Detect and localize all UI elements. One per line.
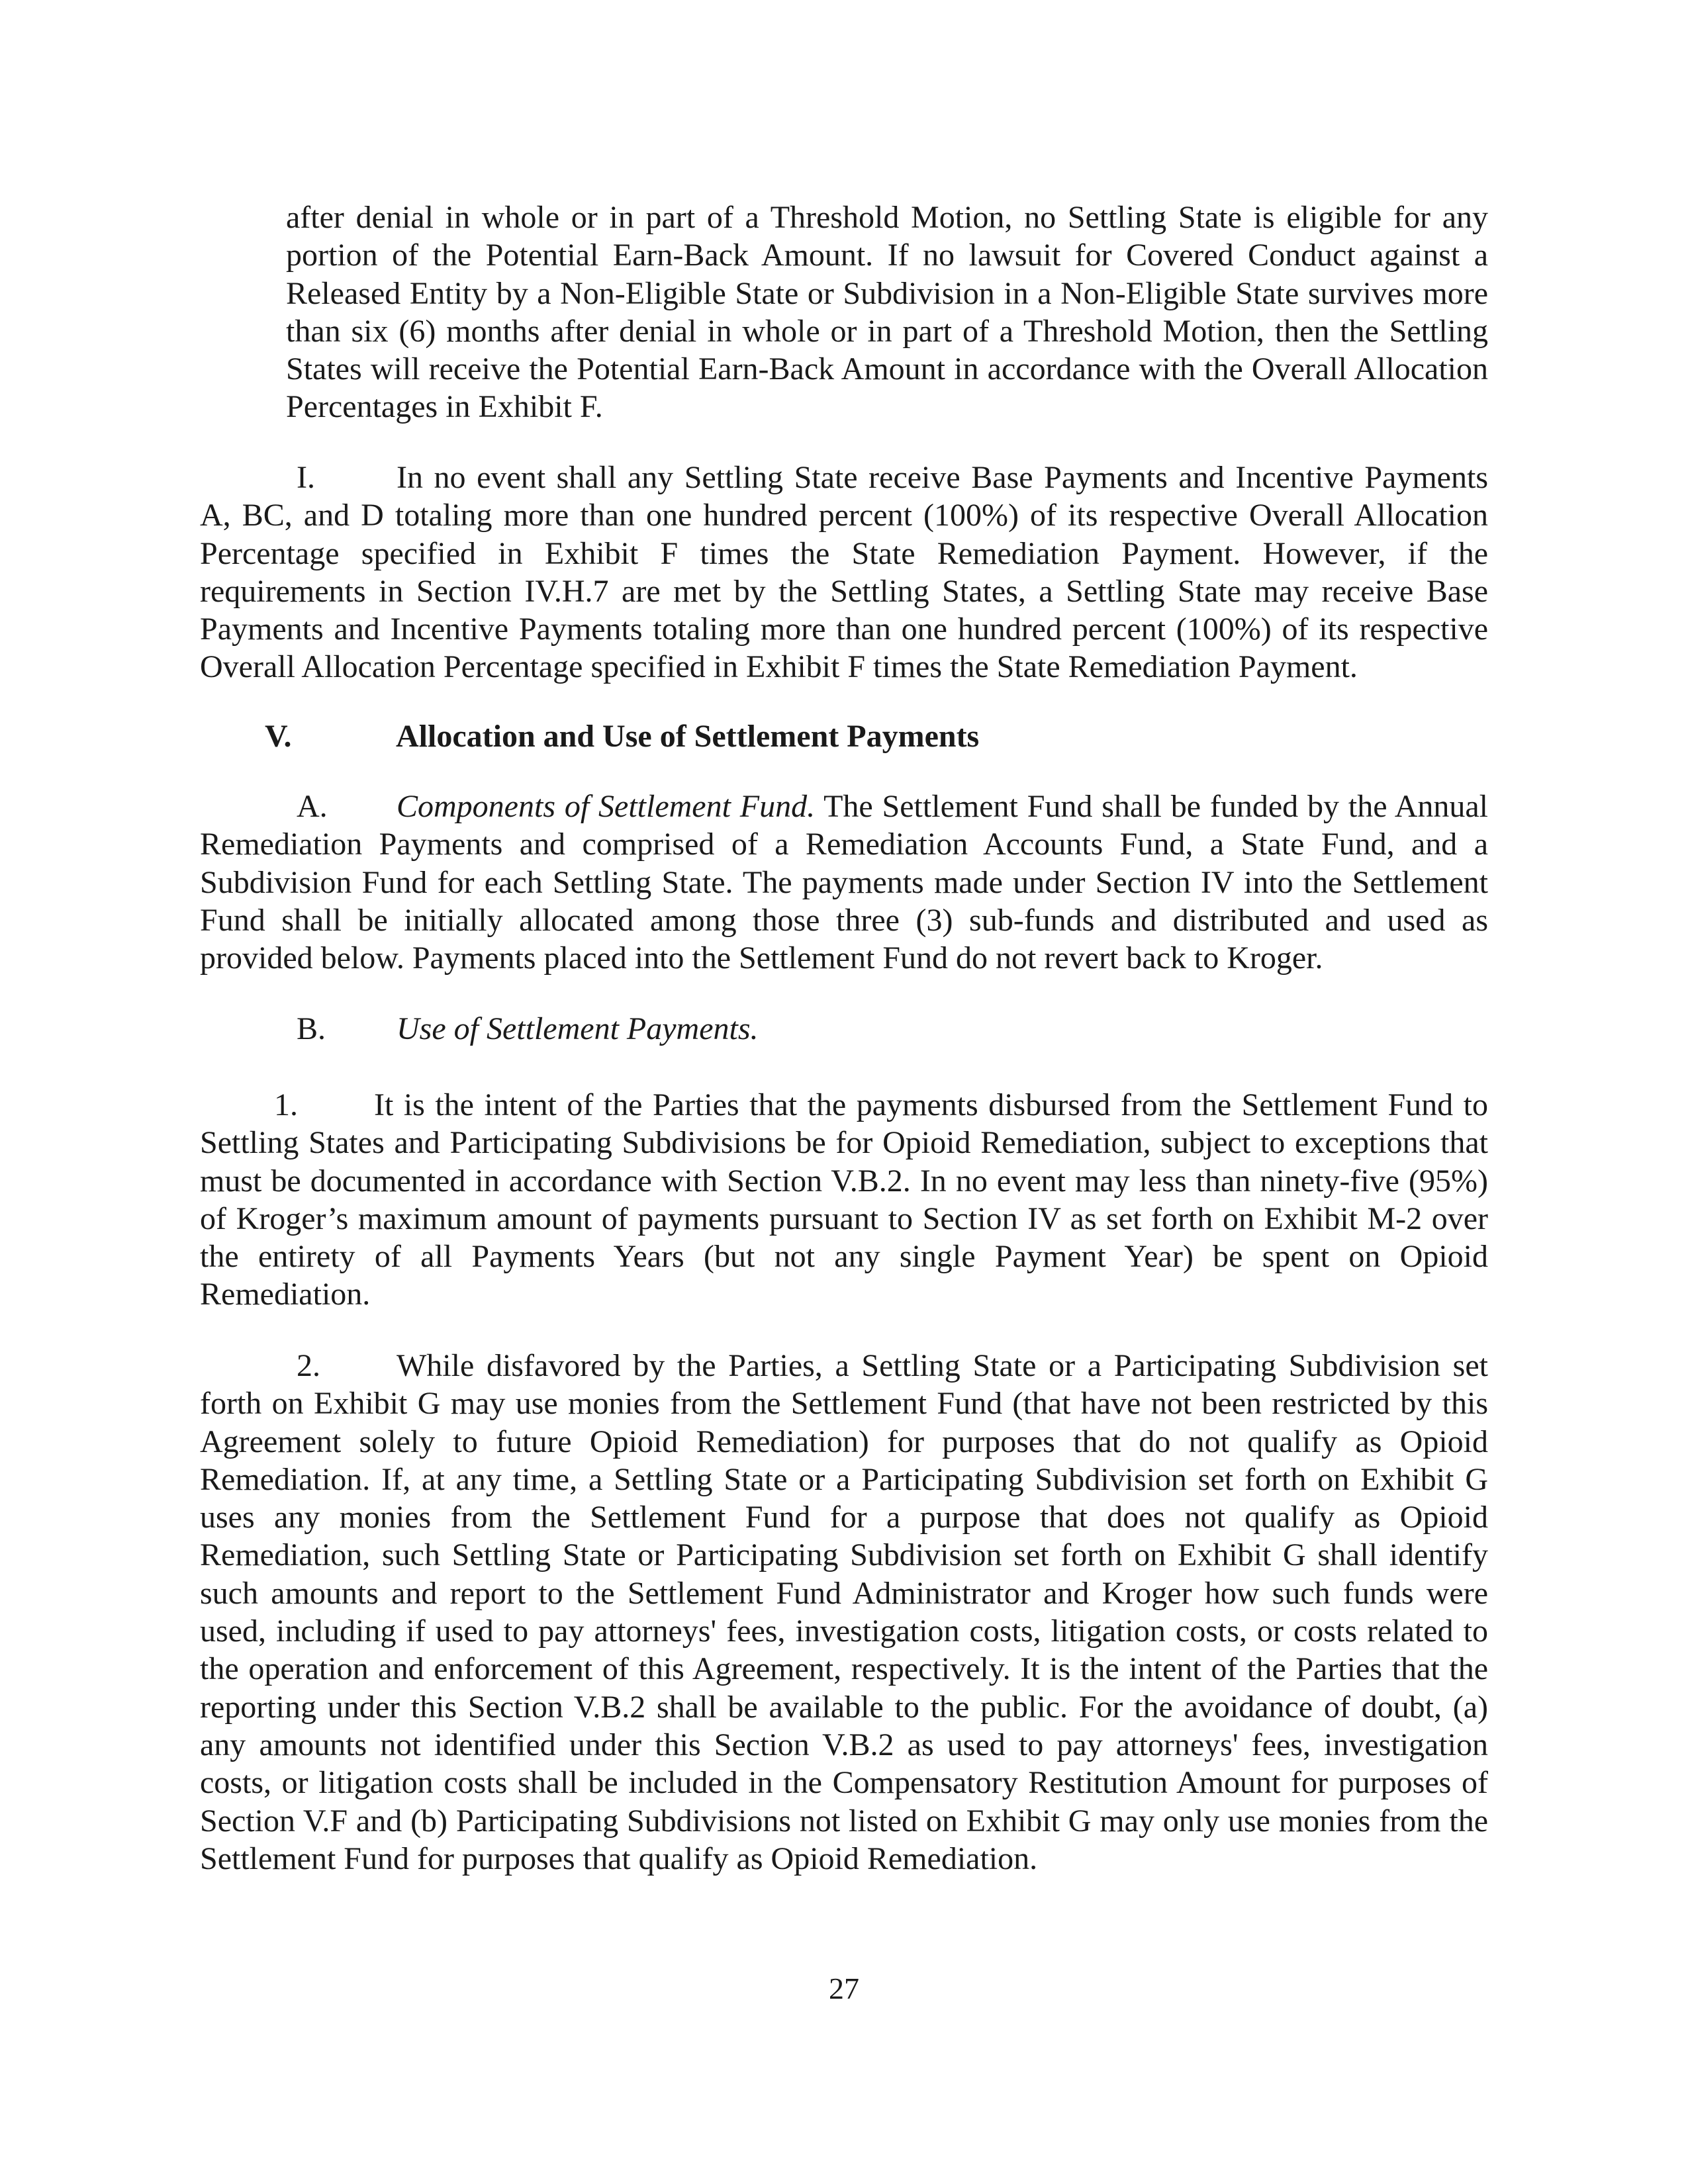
section-b1-text: It is the intent of the Parties that the payments disbursed from the Settlement Fund to Settling States and Participating Subdivisions be for Opioid Remediation, subject to exceptions that must be documented in accordance with Section V.B.2. In no event may less than ninety-five (95%) of Kroger’s maximum amount of payments pursuant to Section IV as set forth on Exhibit M-2 over the entirety of all Payments Years (but not any single Payment Year) be spent on Opioid Remediation. — [200, 1087, 1488, 1312]
section-i-paragraph — [200, 459, 1488, 686]
section-i-marker: I. — [297, 460, 315, 495]
section-i-text: In no event shall any Settling State receive Base Payments and Incentive Payments A, BC, and D totaling more than one hundred percent (100%) of its respective Overall Allocation Percentage specified in Exhibit F times the State Remediation Payment. However, if the requirements in Section IV.H.7 are met by the Settling States, a Settling State may receive Base Payments and Incentive Payments totaling more than one hundred percent (100%) of its respective Overall Allocation Percentage specified in Exhibit F times the State Remediation Payment. — [200, 460, 1488, 685]
section-a-title: Components of Settlement Fund. — [397, 789, 816, 824]
section-b-heading — [200, 1010, 1488, 1048]
page-number: 27 — [829, 1972, 859, 2005]
section-a-text: The Settlement Fund shall be funded by the Annual Remediation Payments and comprised of a Remediation Accounts Fund, a State Fund, and a Subdivision Fund for each Settling State. The payments made under Section IV into the Settlement Fund shall be initially allocated among those three (3) sub-funds and distributed and used as provided below. Payments placed into the Settlement Fund do not revert back to Kroger. — [200, 789, 1488, 976]
section-b2-text: While disfavored by the Parties, a Settling State or a Participating Subdivision set forth on Exhibit G may use monies from the Settlement Fund (that have not been restricted by this Agreement solely to future Opioid Remediation) for purposes that do not qualify as Opioid Remediation. If, at any time, a Settling State or a Participating Subdivision set forth on Exhibit G uses any monies from the Settlement Fund for a purpose that does not qualify as Opioid Remediation, such Settling State or Participating Subdivision set forth on Exhibit G shall identify such amounts and report to the Settlement Fund Administrator and Kroger how such funds were used, including if used to pay attorneys' fees, investigation costs, litigation costs, or costs related to the operation and enforcement of this Agreement, respectively. It is the intent of the Parties that the reporting under this Section V.B.2 shall be available to the public. For the avoidance of doubt, (a) any amounts not identified under this Section V.B.2 as used to pay attorneys' fees, investigation costs, or litigation costs shall be included in the Compensatory Restitution Amount for purposes of Section V.F and (b) Participating Subdivisions not listed on Exhibit G may only use monies from the Settlement Fund for purposes that qualify as Opioid Remediation. — [200, 1348, 1488, 1876]
section-v-heading — [265, 717, 979, 755]
continuation-paragraph — [286, 199, 1488, 426]
section-b1-marker: 1. — [274, 1087, 298, 1122]
section-b-marker: B. — [297, 1011, 326, 1046]
section-v-title: Allocation and Use of Settlement Payments — [396, 719, 980, 754]
section-b1-paragraph — [200, 1086, 1488, 1314]
section-v-number: V. — [265, 719, 292, 754]
section-a-marker: A. — [297, 789, 328, 824]
section-b2-paragraph — [200, 1347, 1488, 1878]
section-b2-marker: 2. — [297, 1348, 320, 1383]
continuation-paragraph-text: after denial in whole or in part of a Threshold Motion, no Settling State is eligible for any portion of the Potential Earn-Back Amount. If no lawsuit for Covered Conduct against a Released Entity by a Non-Eligible State or Subdivision in a Non-Eligible State survives more than six (6) months after denial in whole or in part of a Threshold Motion, then the Settling States will receive the Potential Earn-Back Amount in accordance with the Overall Allocation Percentages in Exhibit F. — [286, 200, 1488, 425]
section-b-title: Use of Settlement Payments. — [397, 1011, 759, 1046]
section-a-paragraph — [200, 788, 1488, 977]
